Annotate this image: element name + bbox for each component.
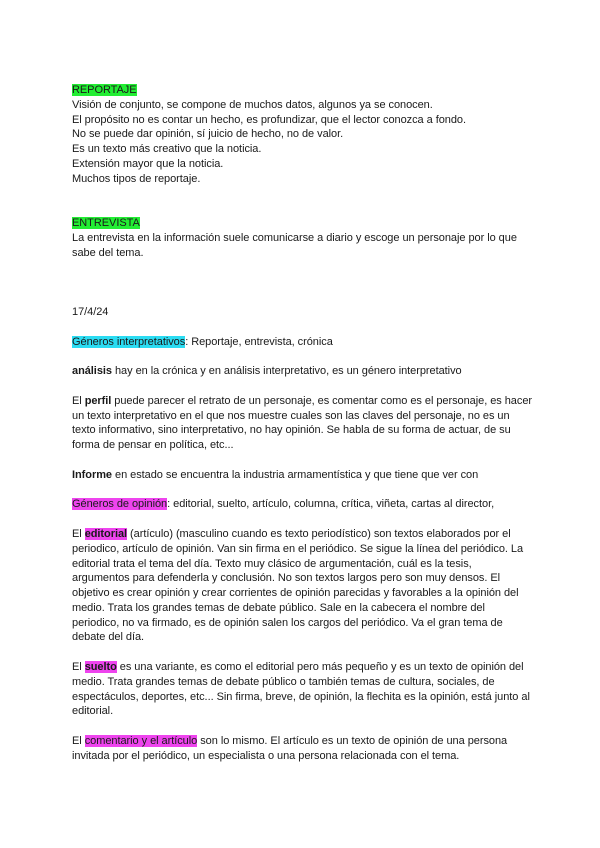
- document-page: [72, 83, 532, 764]
- perfil-pre: El: [72, 394, 85, 407]
- comentario-paragraph: [72, 734, 532, 764]
- entrevista-heading: [72, 216, 532, 231]
- interpretativos-label: Géneros interpretativos: [72, 335, 186, 348]
- reportaje-heading: [72, 83, 532, 98]
- opinion-paragraph: [72, 497, 532, 512]
- entrevista-heading-highlight: ENTREVISTA: [72, 217, 140, 230]
- reportaje-line: El propósito no es contar un hecho, es profundizar, que el lector conozca a fondo.: [72, 113, 466, 126]
- reportaje-heading-highlight: REPORTAJE: [72, 84, 137, 96]
- suelto-text: es una variante, es como el editorial pero más pequeño y es un texto de opinión del medio. Trata grandes temas de debate público o también temas de cultura, sociales, de espectáculos, deportes, etc... Sin firma, breve, de opinión, la flechita es la opinión, está junto al editorial.: [72, 661, 530, 718]
- comentario-term: comentario y el artículo: [84, 735, 198, 748]
- informe-text: en estado se encuentra la industria armamentística y que tiene que ver con: [112, 468, 479, 481]
- opinion-text: : editorial, suelto, artículo, columna, crítica, viñeta, cartas al director,: [167, 498, 495, 511]
- perfil-text: puede parecer el retrato de un personaje, es comentar como es el personaje, es hacer un texto interpretativo en el que nos muestre cuales son las claves del personaje, no es un texto informativo, sino interpretativo, no hay opinión. Se habla de su forma de actuar, de su forma de pensar en política, etc...: [72, 394, 533, 452]
- editorial-pre: El: [72, 527, 85, 540]
- opinion-label: Géneros de opinión: [72, 498, 168, 511]
- reportaje-line: No se puede dar opinión, sí juicio de hecho, no de valor.: [72, 128, 344, 141]
- perfil-term: perfil: [84, 394, 112, 407]
- comentario-text: son lo mismo. El artículo es un texto de opinión de una persona invitada por el periódico, un especialista o una persona relacionada con el tema.: [72, 735, 508, 762]
- reportaje-line: Muchos tipos de reportaje.: [72, 172, 201, 185]
- editorial-text: (artículo) (masculino cuando es texto periodístico) son textos elaborados por el periodico, artículo de opinión. Van sin firma en el periódico. Se sigue la línea del periódico. La editorial trata el tema del día. Texto muy clásico de argumentación, cuál es la tesis, argumentos para defenderla y conclusión. No son textos largos pero son muy densos. El objetivo es crear opinión y crear corrientes de opinión parecidas y favorables a la opinión del medio. Trata los grandes temas de debate público. Sale en la cabecera el nombre del periodico, no va firmado, es de opinión salen los cargos del periódico. Va el gran tema de debate del día.: [72, 527, 524, 644]
- perfil-paragraph: [72, 394, 532, 453]
- editorial-paragraph: [72, 527, 532, 645]
- suelto-paragraph: [72, 660, 532, 719]
- date-line: 17/4/24: [72, 305, 109, 318]
- suelto-term: suelto: [84, 661, 117, 674]
- interpretativos-paragraph: [72, 335, 532, 350]
- analisis-term: análisis: [72, 365, 112, 378]
- interpretativos-text: : Reportaje, entrevista, crónica: [185, 335, 333, 348]
- editorial-term: editorial: [84, 527, 128, 540]
- informe-term: Informe: [72, 468, 112, 481]
- informe-paragraph: [72, 468, 532, 483]
- comentario-pre: El: [72, 735, 85, 748]
- reportaje-line: Visión de conjunto, se compone de muchos datos, algunos ya se conocen.: [72, 98, 433, 111]
- reportaje-line: Extensión mayor que la noticia.: [72, 157, 224, 170]
- entrevista-paragraph: La entrevista en la información suele comunicarse a diario y escoge un personaje por lo que sabe del tema.: [72, 231, 517, 259]
- analisis-paragraph: [72, 364, 532, 379]
- analisis-text: hay en la crónica y en análisis interpretativo, es un género interpretativo: [111, 365, 462, 378]
- suelto-pre: El: [72, 661, 85, 674]
- reportaje-line: Es un texto más creativo que la noticia.: [72, 143, 262, 156]
